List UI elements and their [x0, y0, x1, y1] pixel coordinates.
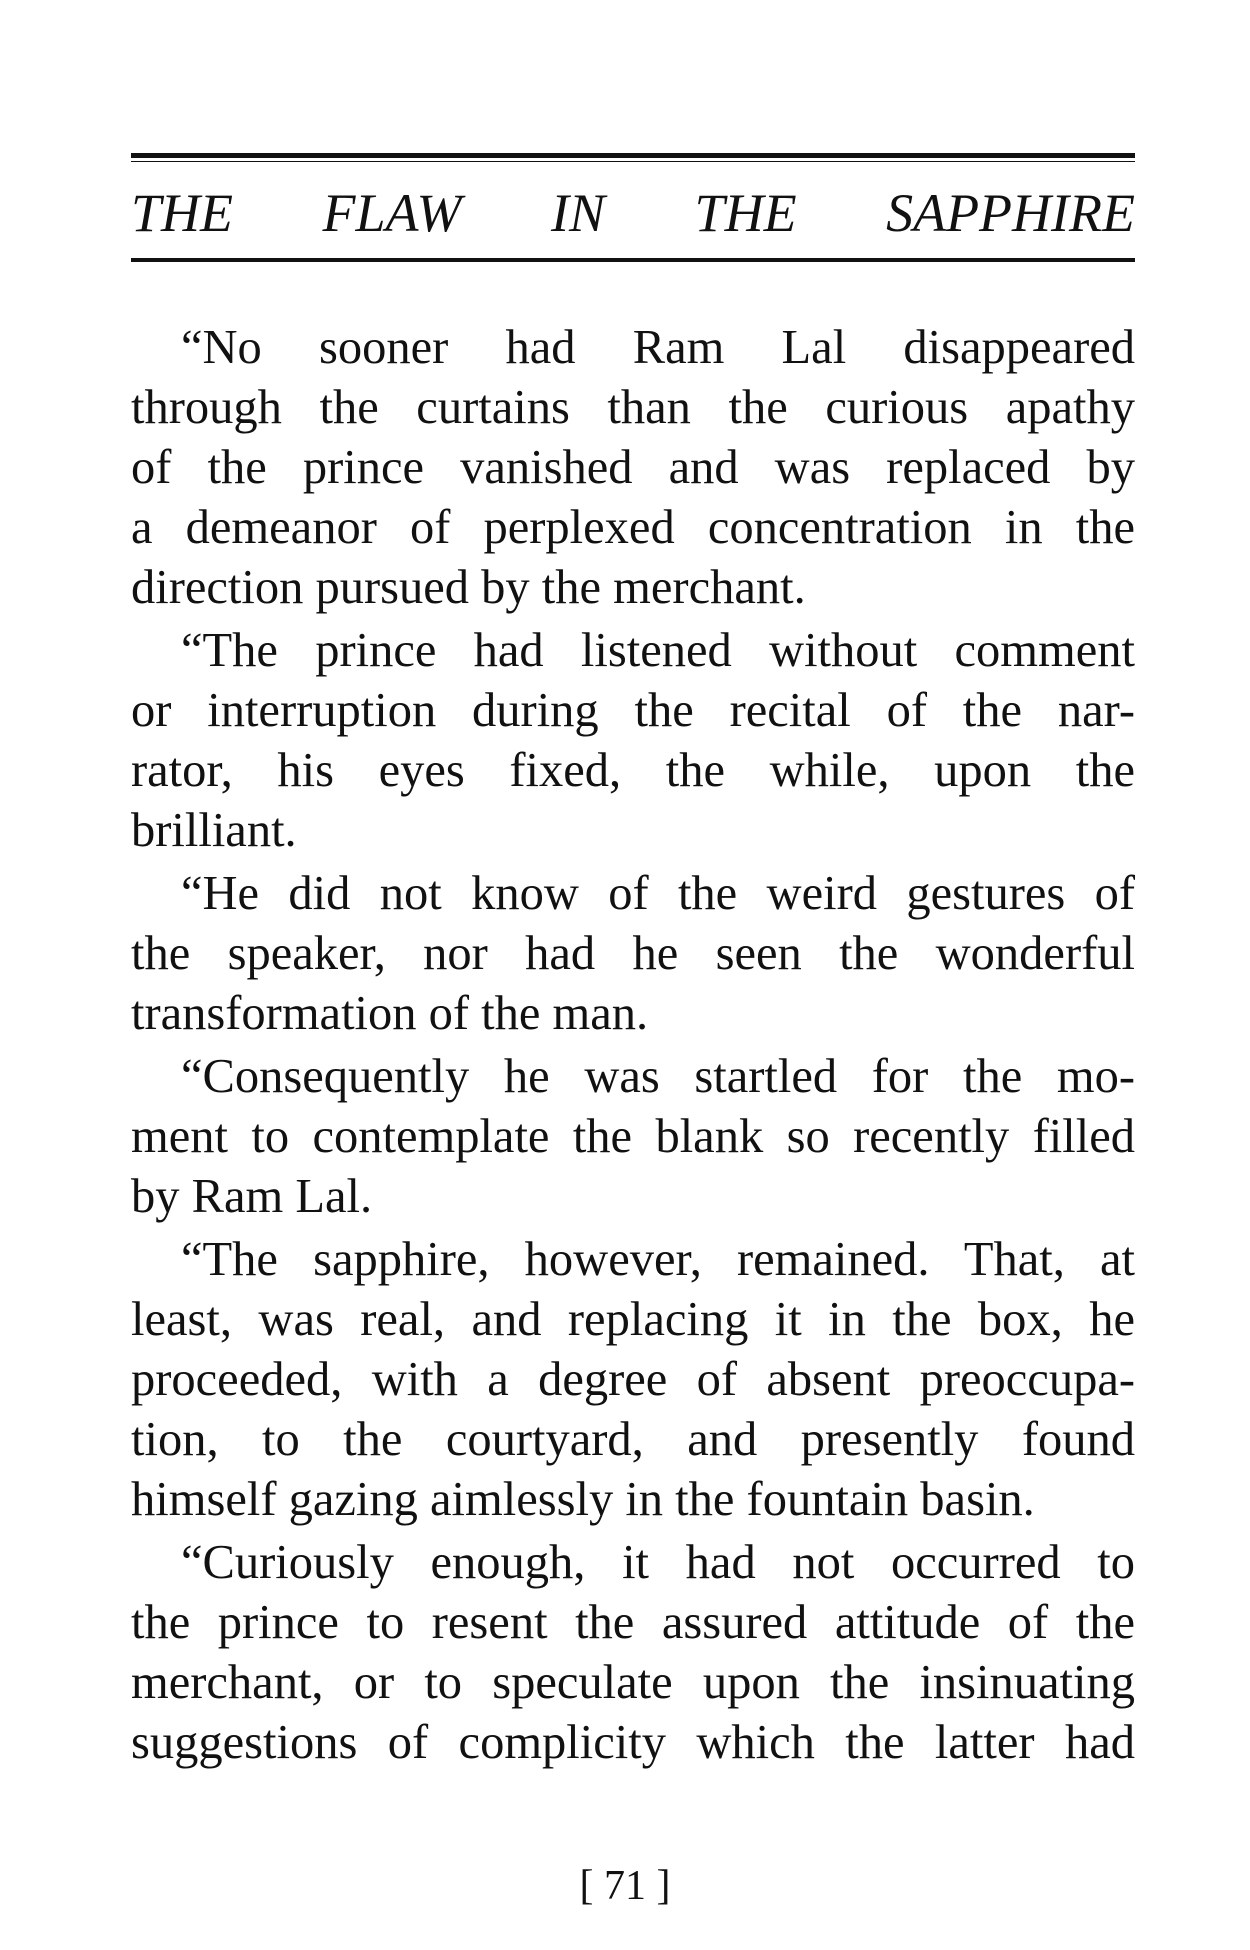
text-line: a demeanor of perplexed concentration in the: [131, 501, 1135, 554]
text-line: “Curiously enough, it had not occurred to: [181, 1536, 1135, 1589]
page-number: [ 71 ]: [579, 1863, 671, 1909]
paragraph: [131, 1230, 1135, 1530]
text-line: rator, his eyes fixed, the while, upon the: [131, 744, 1135, 797]
text-line: the speaker, nor had he seen the wonderful: [131, 927, 1135, 980]
paragraph: [131, 318, 1135, 618]
text-line: himself gazing aimlessly in the fountain basin.: [131, 1473, 1035, 1526]
header-rule-bottom: [131, 258, 1135, 262]
running-head: [131, 183, 1135, 243]
text-line: “Consequently he was startled for the mo-: [181, 1050, 1135, 1103]
text-line: “No sooner had Ram Lal disappeared: [181, 321, 1135, 374]
running-head-word: THE: [694, 183, 797, 243]
paragraph: [131, 864, 1135, 1044]
text-line: transformation of the man.: [131, 987, 649, 1040]
text-line: least, was real, and replacing it in the box, he: [131, 1293, 1135, 1346]
text-line: “The sapphire, however, remained. That, at: [181, 1233, 1135, 1286]
running-head-word: FLAW: [322, 183, 462, 243]
running-head-word: IN: [551, 183, 606, 243]
paragraph: [131, 1047, 1135, 1227]
paragraph: [131, 1533, 1135, 1773]
body-text: [131, 318, 1135, 1776]
text-line: ment to contemplate the blank so recently filled: [131, 1110, 1135, 1163]
text-line: through the curtains than the curious apathy: [131, 381, 1135, 434]
text-line: the prince to resent the assured attitude of the: [131, 1596, 1135, 1649]
text-line: direction pursued by the merchant.: [131, 561, 806, 614]
text-line: tion, to the courtyard, and presently found: [131, 1413, 1135, 1466]
header-rule-top-thin: [131, 161, 1135, 162]
text-line: “The prince had listened without comment: [181, 624, 1135, 677]
running-head-word: THE: [131, 183, 234, 243]
text-line: by Ram Lal.: [131, 1170, 373, 1223]
text-line: of the prince vanished and was replaced by: [131, 441, 1135, 494]
text-line: proceeded, with a degree of absent preoccupa-: [131, 1353, 1135, 1406]
running-head-word: SAPPHIRE: [886, 183, 1135, 243]
text-line: merchant, or to speculate upon the insinuating: [131, 1656, 1135, 1709]
text-line: suggestions of complicity which the latter had: [131, 1716, 1135, 1769]
text-line: brilliant.: [131, 804, 297, 857]
header-rule-top: [131, 153, 1135, 158]
text-line: or interruption during the recital of the nar-: [131, 684, 1135, 737]
paragraph: [131, 621, 1135, 861]
text-line: “He did not know of the weird gestures of: [181, 867, 1135, 920]
